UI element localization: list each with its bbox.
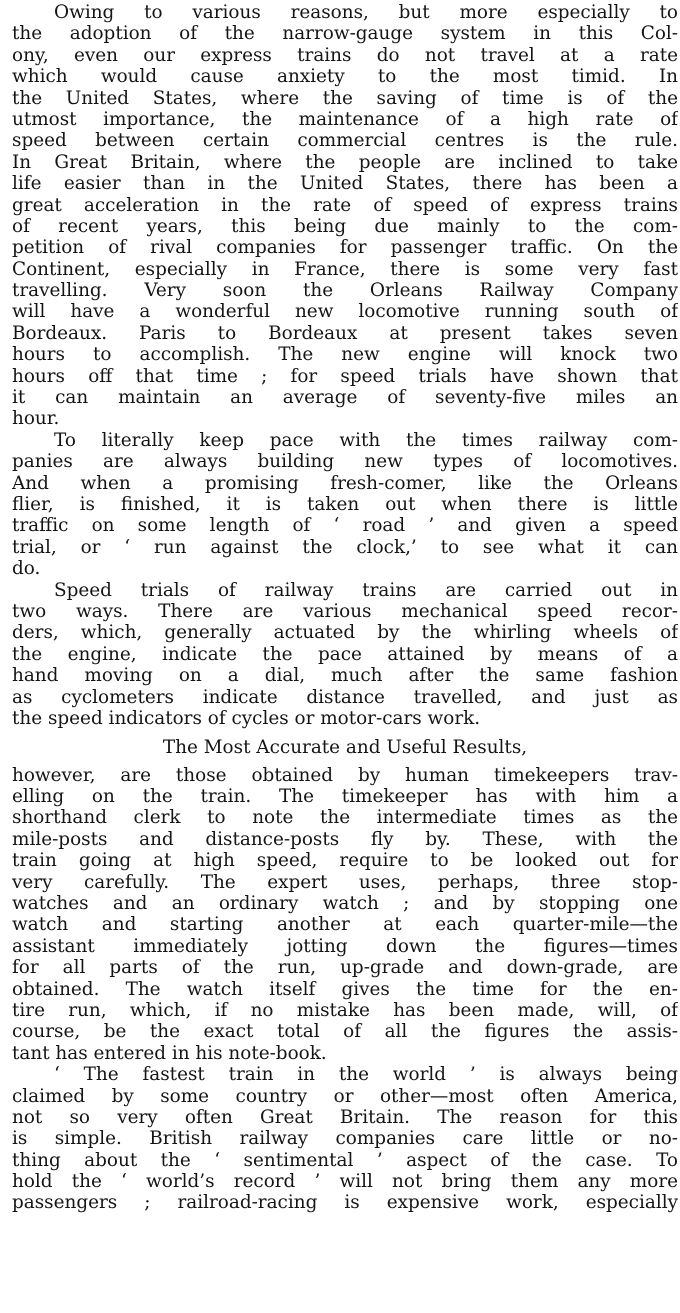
text-line: obtained. The watch itself gives the time for the en- (12, 978, 678, 1000)
text-line: panies are always building new types of locomotives. (12, 451, 678, 473)
article-paragraph (12, 580, 678, 730)
text-line: travelling. Very soon the Orleans Railway Company (12, 280, 678, 302)
text-line: trial, or ‘ run against the clock,’ to see what it can (12, 536, 678, 558)
text-line: as cyclometers indicate distance travelled, and just as (12, 686, 678, 708)
text-line: traffic on some length of ‘ road ’ and given a speed (12, 515, 678, 537)
text-line: course, be the exact total of all the figures the assis- (12, 1021, 678, 1043)
text-line: ‘ The fastest train in the world ’ is always being (54, 1064, 678, 1086)
text-line: hours off that time ; for speed trials have shown that (12, 365, 678, 387)
article-column (12, 2, 678, 1214)
text-line: petition of rival companies for passenger traffic. On the (12, 237, 678, 259)
article-paragraph (12, 2, 678, 430)
text-line: passengers ; railroad-racing is expensive work, especially (12, 1192, 678, 1214)
text-line: Bordeaux. Paris to Bordeaux at present takes seven (12, 322, 678, 344)
text-line: tant has entered in his note-book. (12, 1042, 327, 1064)
text-line: mile-posts and distance-posts fly by. These, with the (12, 828, 678, 850)
text-line: do. (12, 558, 41, 580)
text-line: for all parts of the run, up-grade and down-grade, are (12, 957, 678, 979)
text-line: two ways. There are various mechanical speed recor- (12, 600, 678, 622)
text-line: Continent, especially in France, there is some very fast (12, 258, 678, 280)
text-line: hand moving on a dial, much after the same fashion (12, 665, 678, 687)
text-line: not so very often Great Britain. The reason for this (12, 1106, 678, 1128)
text-line: hold the ‘ world’s record ’ will not bring them any more (12, 1171, 678, 1193)
text-line: of recent years, this being due mainly to the com- (12, 215, 678, 237)
text-line: train going at high speed, require to be looked out for (12, 850, 678, 872)
text-line: hours to accomplish. The new engine will knock two (12, 344, 678, 366)
text-line: In Great Britain, where the people are inclined to take (12, 151, 678, 173)
text-line: assistant immediately jotting down the figures—times (12, 935, 678, 957)
section-subheading: The Most Accurate and Useful Results, (162, 737, 528, 759)
text-line: the engine, indicate the pace attained by means of a (12, 643, 678, 665)
text-line: tire run, which, if no mistake has been made, will, of (12, 999, 678, 1021)
text-line: elling on the train. The timekeeper has with him a (12, 786, 678, 808)
article-paragraph (12, 765, 678, 1064)
text-line: watches and an ordinary watch ; and by stopping one (12, 893, 678, 915)
article-paragraph (12, 430, 678, 580)
text-line: ders, which, generally actuated by the whirling wheels of (12, 622, 678, 644)
text-line: hour. (12, 408, 60, 430)
text-line: life easier than in the United States, there has been a (12, 173, 678, 195)
text-line: Speed trials of railway trains are carried out in (54, 579, 678, 601)
text-line: speed between certain commercial centres is the rule. (12, 130, 678, 152)
text-line: very carefully. The expert uses, perhaps, three stop- (12, 871, 678, 893)
text-line: shorthand clerk to note the intermediate times as the (12, 807, 678, 829)
text-line: however, are those obtained by human timekeepers trav- (12, 764, 678, 786)
text-line: is simple. British railway companies care little or no- (12, 1128, 678, 1150)
article-paragraph (12, 1064, 678, 1214)
text-line: Owing to various reasons, but more especially to (54, 2, 678, 23)
text-line: which would cause anxiety to the most timid. In (12, 66, 678, 88)
text-line: the United States, where the saving of time is of the (12, 87, 678, 109)
text-line: thing about the ‘ sentimental ’ aspect of the case. To (12, 1149, 678, 1171)
text-line: watch and starting another at each quarter-mile—the (12, 914, 678, 936)
text-line: flier, is finished, it is taken out when there is little (12, 493, 678, 515)
text-line: the speed indicators of cycles or motor-cars work. (12, 707, 481, 729)
text-line: great acceleration in the rate of speed of express trains (12, 194, 678, 216)
text-line: utmost importance, the maintenance of a high rate of (12, 108, 678, 130)
text-line: it can maintain an average of seventy-five miles an (12, 387, 678, 409)
text-line: To literally keep pace with the times railway com- (54, 429, 678, 451)
text-line: will have a wonderful new locomotive running south of (12, 301, 678, 323)
text-line: And when a promising fresh-comer, like the Orleans (12, 472, 678, 494)
text-line: ony, even our express trains do not travel at a rate (12, 44, 678, 66)
text-line: claimed by some country or other—most often America, (12, 1085, 678, 1107)
text-line: the adoption of the narrow-gauge system in this Col- (12, 23, 678, 45)
